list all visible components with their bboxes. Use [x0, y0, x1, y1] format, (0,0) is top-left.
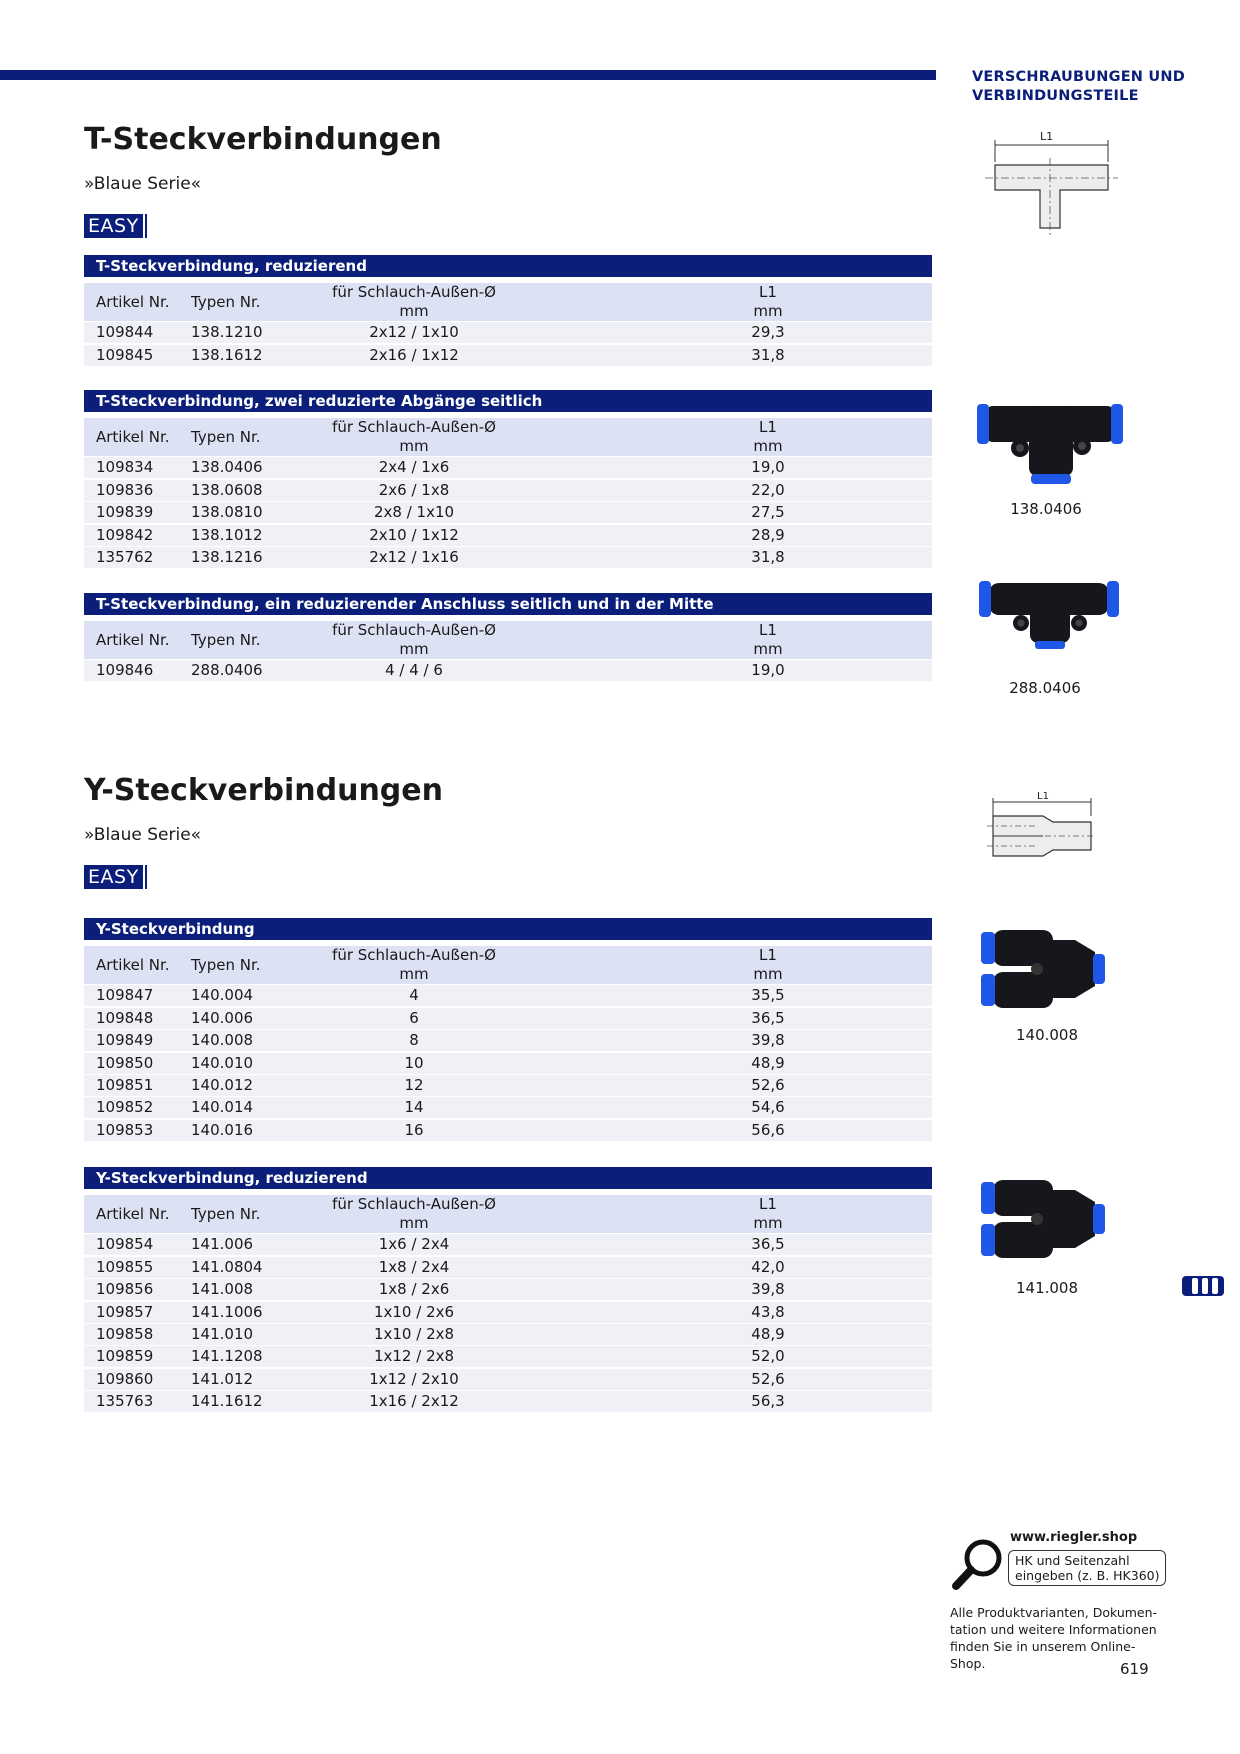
product-table [84, 918, 932, 1141]
table-title: Y-Steckverbindung, reduzierend [84, 1167, 932, 1189]
cell-schlauch: 2x8 / 1x10 [373, 503, 455, 522]
cell-artikel: 109857 [96, 1302, 154, 1321]
col-l1-label: L1 [759, 1195, 777, 1213]
table-title: Y-Steckverbindung [84, 918, 932, 940]
photo-caption: 138.0406 [1010, 500, 1082, 518]
cell-schlauch: 1x10 / 2x8 [373, 1324, 455, 1343]
cell-schlauch: 2x16 / 1x12 [369, 345, 459, 364]
cell-l1: 31,8 [751, 547, 785, 566]
col-typen: Typen Nr. [191, 956, 261, 974]
cell-l1: 39,8 [751, 1031, 785, 1050]
table-title: T-Steckverbindung, ein reduzierender Anschluss seitlich und in der Mitte [84, 593, 932, 615]
cell-l1: 56,3 [751, 1392, 785, 1411]
cell-l1: 22,0 [751, 480, 785, 499]
cell-typen: 140.010 [191, 1053, 254, 1072]
cell-artikel: 109847 [96, 986, 154, 1005]
shop-info-line2: tation und weitere Informationen [950, 1622, 1157, 1637]
photo-caption: 140.008 [1015, 1026, 1079, 1044]
col-schlauch [304, 621, 524, 659]
cell-typen: 140.012 [191, 1075, 254, 1094]
cell-typen: 140.016 [191, 1120, 254, 1139]
table-row [84, 1030, 932, 1051]
cell-artikel: 135762 [96, 547, 154, 566]
cell-typen: 141.1006 [191, 1302, 263, 1321]
table-row [84, 1120, 932, 1141]
cell-artikel: 109859 [96, 1347, 154, 1366]
cell-schlauch: 4 [409, 986, 419, 1005]
table-row [84, 1097, 932, 1118]
dimension-label: L1 [1040, 130, 1054, 143]
cell-typen: 141.1612 [191, 1392, 263, 1411]
cell-schlauch: 1x12 / 2x8 [373, 1347, 455, 1366]
col-l1-label: L1 [759, 283, 777, 301]
col-typen: Typen Nr. [191, 1205, 261, 1223]
col-artikel: Artikel Nr. [96, 631, 170, 649]
table-row [84, 1257, 932, 1278]
cell-schlauch: 1x12 / 2x10 [369, 1369, 459, 1388]
table-row [84, 345, 932, 366]
table-row [84, 1324, 932, 1345]
product-photo-138-0406 [975, 388, 1125, 498]
table-header-row [84, 418, 932, 456]
cell-schlauch: 2x10 / 1x12 [369, 525, 459, 544]
table-row [84, 525, 932, 546]
table-header-row [84, 1195, 932, 1233]
table-row [84, 502, 932, 523]
cell-typen: 288.0406 [191, 661, 263, 680]
magnifier-icon [950, 1536, 1006, 1592]
cell-typen: 138.0406 [191, 458, 263, 477]
cell-l1: 52,6 [751, 1369, 785, 1388]
cell-l1: 35,5 [751, 986, 785, 1005]
product-photo-288-0406 [975, 575, 1125, 675]
col-schlauch-unit: mm [399, 640, 429, 658]
cell-typen: 138.1012 [191, 525, 263, 544]
col-l1 [728, 283, 808, 321]
col-l1 [728, 1195, 808, 1233]
cell-l1: 31,8 [751, 345, 785, 364]
y-fitting-drawing [985, 790, 1095, 870]
col-schlauch [304, 418, 524, 456]
cell-artikel: 109853 [96, 1120, 154, 1139]
category-title: VERSCHRAUBUNGEN UND VERBINDUNGSTEILE [972, 69, 1185, 104]
product-table [84, 593, 932, 681]
col-schlauch-unit: mm [399, 1214, 429, 1232]
table-row [84, 985, 932, 1006]
cell-typen: 138.1210 [191, 323, 263, 342]
table-header-row [84, 621, 932, 659]
col-artikel: Artikel Nr. [96, 1205, 170, 1223]
dimension-label: L1 [1037, 791, 1049, 802]
col-schlauch-label: für Schlauch-Außen-Ø [332, 1195, 496, 1213]
cell-schlauch: 2x6 / 1x8 [378, 480, 450, 499]
product-photo-140-008 [975, 920, 1125, 1030]
col-schlauch-label: für Schlauch-Außen-Ø [332, 283, 496, 301]
shop-info-line1: Alle Produktvarianten, Dokumen- [950, 1605, 1158, 1620]
col-artikel: Artikel Nr. [96, 293, 170, 311]
section-subtitle: »Blaue Serie« [84, 174, 202, 194]
table-row [84, 457, 932, 478]
cell-typen: 138.0608 [191, 480, 263, 499]
table-row [84, 322, 932, 343]
cell-l1: 29,3 [751, 323, 785, 342]
section-title: Y-Steckverbindungen [84, 773, 443, 808]
cell-l1: 43,8 [751, 1302, 785, 1321]
cell-schlauch: 2x12 / 1x10 [369, 323, 459, 342]
cell-l1: 36,5 [751, 1008, 785, 1027]
col-schlauch-label: für Schlauch-Außen-Ø [332, 621, 496, 639]
easy-badge: EASY [84, 865, 143, 889]
table-row [84, 1302, 932, 1323]
cell-schlauch: 6 [409, 1008, 419, 1027]
cell-schlauch: 1x10 / 2x6 [373, 1302, 455, 1321]
cell-typen: 140.006 [191, 1008, 254, 1027]
col-l1-label: L1 [759, 621, 777, 639]
cell-artikel: 135763 [96, 1392, 154, 1411]
cell-schlauch: 2x12 / 1x16 [369, 547, 459, 566]
cell-typen: 140.014 [191, 1098, 254, 1117]
cell-artikel: 109855 [96, 1257, 154, 1276]
cell-typen: 141.012 [191, 1369, 254, 1388]
cell-artikel: 109845 [96, 345, 154, 364]
cell-schlauch: 1x8 / 2x4 [378, 1257, 450, 1276]
table-row [84, 1369, 932, 1390]
cell-l1: 52,0 [751, 1347, 785, 1366]
col-l1 [728, 418, 808, 456]
cell-artikel: 109848 [96, 1008, 154, 1027]
col-artikel: Artikel Nr. [96, 956, 170, 974]
table-row [84, 660, 932, 681]
product-table [84, 1167, 932, 1412]
cell-l1: 39,8 [751, 1280, 785, 1299]
cell-schlauch: 8 [409, 1031, 419, 1050]
cell-schlauch: 12 [404, 1075, 424, 1094]
cell-artikel: 109836 [96, 480, 154, 499]
col-schlauch [304, 283, 524, 321]
cell-artikel: 109852 [96, 1098, 154, 1117]
cell-l1: 27,5 [751, 503, 785, 522]
section-title: T-Steckverbindungen [84, 122, 442, 157]
table-row [84, 1234, 932, 1255]
cell-schlauch: 4 / 4 / 6 [385, 661, 443, 680]
table-row [84, 1346, 932, 1367]
easy-badge-bar [145, 865, 147, 889]
col-typen: Typen Nr. [191, 293, 261, 311]
shop-info-line3: finden Sie in unserem Online-Shop. [950, 1639, 1136, 1671]
cell-typen: 141.1208 [191, 1347, 263, 1366]
photo-caption: 288.0406 [1009, 679, 1081, 697]
product-photo-141-008 [975, 1170, 1125, 1280]
cell-artikel: 109856 [96, 1280, 154, 1299]
cell-artikel: 109849 [96, 1031, 154, 1050]
cell-typen: 138.0810 [191, 503, 263, 522]
cell-schlauch: 14 [404, 1098, 424, 1117]
col-l1 [728, 621, 808, 659]
cell-artikel: 109844 [96, 323, 154, 342]
col-schlauch-unit: mm [399, 302, 429, 320]
col-typen: Typen Nr. [191, 428, 261, 446]
col-typen: Typen Nr. [191, 631, 261, 649]
table-header-row [84, 946, 932, 984]
shop-hint-line1: HK und Seitenzahl [1015, 1553, 1130, 1568]
easy-badge-bar [145, 214, 147, 238]
table-title: T-Steckverbindung, reduzierend [84, 255, 932, 277]
table-row [84, 1391, 932, 1412]
col-l1-label: L1 [759, 418, 777, 436]
cell-schlauch: 2x4 / 1x6 [378, 458, 450, 477]
header-bar [0, 70, 936, 80]
cell-l1: 42,0 [751, 1257, 785, 1276]
cell-typen: 138.1612 [191, 345, 263, 364]
fitting-tab-icon [1180, 1272, 1226, 1300]
col-schlauch-label: für Schlauch-Außen-Ø [332, 418, 496, 436]
page-number: 619 [1120, 1660, 1149, 1678]
cell-artikel: 109839 [96, 503, 154, 522]
cell-typen: 141.010 [191, 1324, 254, 1343]
easy-badge: EASY [84, 214, 143, 238]
cell-schlauch: 1x6 / 2x4 [378, 1235, 450, 1254]
cell-typen: 140.004 [191, 986, 254, 1005]
cell-typen: 140.008 [191, 1031, 254, 1050]
cell-l1: 48,9 [751, 1053, 785, 1072]
section-subtitle: »Blaue Serie« [84, 825, 202, 845]
col-schlauch-unit: mm [399, 965, 429, 983]
shop-hint-box [1008, 1550, 1166, 1586]
col-l1-unit: mm [753, 1214, 783, 1232]
col-l1-unit: mm [753, 437, 783, 455]
cell-schlauch: 10 [404, 1053, 424, 1072]
col-l1-unit: mm [753, 640, 783, 658]
shop-url[interactable]: www.riegler.shop [1010, 1530, 1138, 1545]
cell-l1: 36,5 [751, 1235, 785, 1254]
cell-schlauch: 1x8 / 2x6 [378, 1280, 450, 1299]
cell-typen: 138.1216 [191, 547, 263, 566]
cell-schlauch: 1x16 / 2x12 [369, 1392, 459, 1411]
col-artikel: Artikel Nr. [96, 428, 170, 446]
col-l1-unit: mm [753, 302, 783, 320]
cell-typen: 141.008 [191, 1280, 254, 1299]
cell-artikel: 109860 [96, 1369, 154, 1388]
cell-artikel: 109846 [96, 661, 154, 680]
photo-caption: 141.008 [1015, 1279, 1079, 1297]
product-table [84, 255, 932, 366]
table-row [84, 480, 932, 501]
col-schlauch [304, 1195, 524, 1233]
cell-schlauch: 16 [404, 1120, 424, 1139]
cell-artikel: 109851 [96, 1075, 154, 1094]
shop-hint-line2: eingeben (z. B. HK360) [1015, 1568, 1160, 1583]
cell-artikel: 109854 [96, 1235, 154, 1254]
product-table [84, 390, 932, 568]
cell-artikel: 109850 [96, 1053, 154, 1072]
table-row [84, 1075, 932, 1096]
table-header-row [84, 283, 932, 321]
table-row [84, 1008, 932, 1029]
cell-artikel: 109834 [96, 458, 154, 477]
cell-l1: 19,0 [751, 661, 785, 680]
cell-l1: 48,9 [751, 1324, 785, 1343]
col-schlauch-label: für Schlauch-Außen-Ø [332, 946, 496, 964]
t-fitting-drawing [985, 128, 1125, 238]
cell-artikel: 109842 [96, 525, 154, 544]
col-l1-unit: mm [753, 965, 783, 983]
table-row [84, 1279, 932, 1300]
cell-l1: 56,6 [751, 1120, 785, 1139]
cell-l1: 28,9 [751, 525, 785, 544]
cell-artikel: 109858 [96, 1324, 154, 1343]
table-title: T-Steckverbindung, zwei reduzierte Abgänge seitlich [84, 390, 932, 412]
cell-l1: 19,0 [751, 458, 785, 477]
col-l1 [728, 946, 808, 984]
cell-typen: 141.006 [191, 1235, 254, 1254]
col-l1-label: L1 [759, 946, 777, 964]
table-row [84, 547, 932, 568]
table-row [84, 1053, 932, 1074]
col-schlauch [304, 946, 524, 984]
cell-l1: 54,6 [751, 1098, 785, 1117]
col-schlauch-unit: mm [399, 437, 429, 455]
cell-typen: 141.0804 [191, 1257, 263, 1276]
cell-l1: 52,6 [751, 1075, 785, 1094]
